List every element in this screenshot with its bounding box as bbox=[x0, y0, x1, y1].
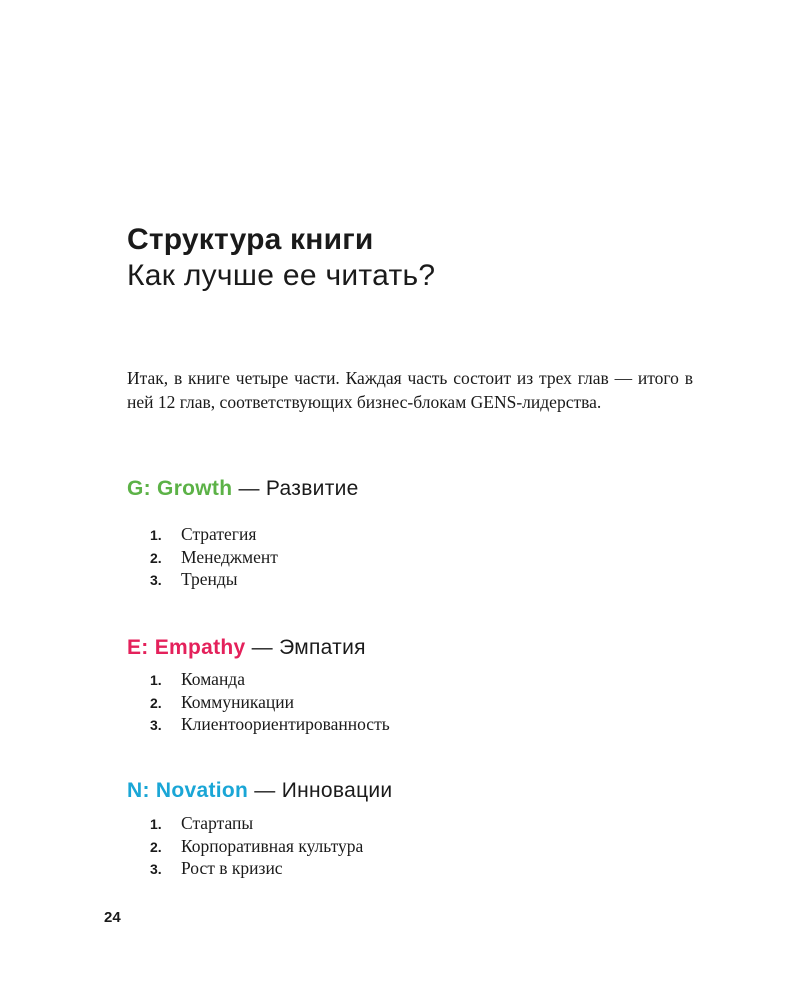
section-title-empathy: — Эмпатия bbox=[245, 636, 366, 659]
list-item bbox=[150, 713, 390, 736]
list-item-number: 1. bbox=[150, 672, 162, 688]
list-item bbox=[150, 835, 363, 858]
section-key-empathy: E: Empathy bbox=[127, 636, 246, 659]
list-item-number: 1. bbox=[150, 527, 162, 543]
chapter-list-novation bbox=[150, 812, 363, 880]
list-item-text: Стратегия bbox=[181, 524, 257, 544]
list-item-text: Корпоративная культура bbox=[181, 835, 364, 856]
list-item-number: 1. bbox=[150, 816, 162, 832]
list-item-number: 3. bbox=[150, 572, 162, 588]
chapter-list-empathy bbox=[150, 668, 390, 736]
section-key-growth: G: Growth bbox=[127, 477, 233, 500]
list-item bbox=[150, 668, 390, 691]
list-item bbox=[150, 691, 390, 714]
chapter-list-growth bbox=[150, 523, 278, 591]
list-item-text: Коммуникации bbox=[181, 691, 294, 712]
list-item-text: Рост в кризис bbox=[181, 858, 283, 878]
list-item bbox=[150, 523, 278, 546]
list-item bbox=[150, 568, 278, 591]
list-item-number: 2. bbox=[150, 838, 162, 855]
page-number: 24 bbox=[104, 909, 121, 926]
section-heading-growth bbox=[127, 476, 359, 502]
list-item-text: Стартапы bbox=[181, 813, 254, 833]
section-heading-empathy bbox=[127, 635, 366, 661]
section-heading-novation bbox=[127, 778, 392, 804]
section-key-novation: N: Novation bbox=[127, 779, 249, 802]
list-item-text: Клиентоориентированность bbox=[181, 714, 390, 734]
list-item bbox=[150, 857, 363, 880]
list-item-number: 3. bbox=[150, 717, 162, 733]
list-item-text: Команда bbox=[181, 669, 245, 689]
list-item bbox=[150, 546, 278, 569]
page-subtitle: Как лучше ее читать? bbox=[127, 259, 436, 292]
section-title-novation: — Инновации bbox=[248, 779, 393, 802]
list-item bbox=[150, 812, 363, 835]
list-item-number: 2. bbox=[150, 549, 162, 566]
list-item-number: 2. bbox=[150, 694, 162, 711]
intro-paragraph: Итак, в книге четыре части. Каждая часть состоит из трех глав — итого в ней 12 глав, соответствующих бизнес-блокам GENS-лидерства. bbox=[127, 368, 693, 412]
list-item-text: Менеджмент bbox=[181, 546, 278, 567]
list-item-number: 3. bbox=[150, 861, 162, 877]
page-title: Структура книги bbox=[127, 223, 374, 256]
section-title-growth: — Развитие bbox=[232, 477, 359, 500]
list-item-text: Тренды bbox=[181, 569, 238, 589]
